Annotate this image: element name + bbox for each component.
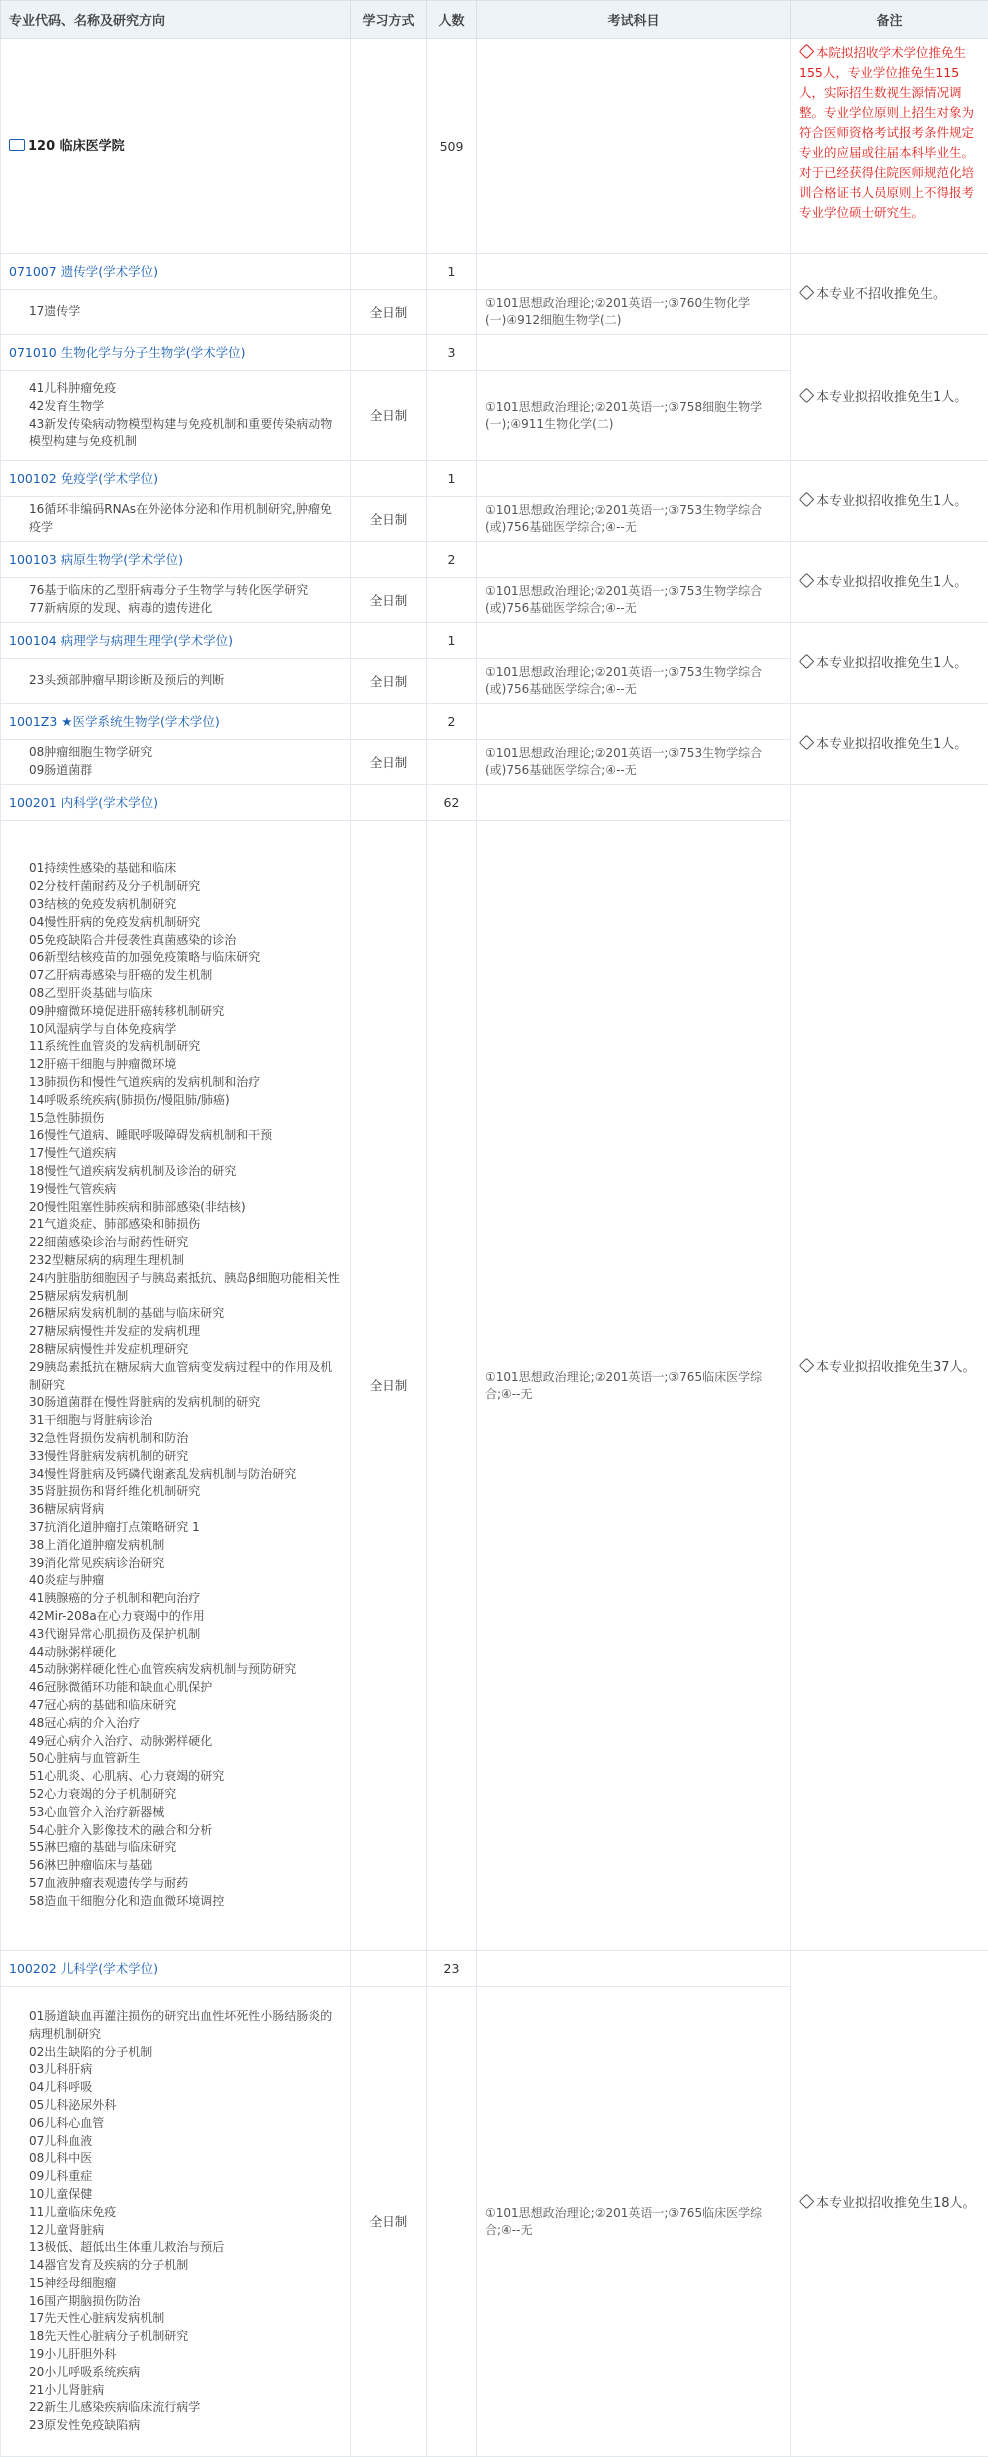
direction-item: 50心脏病与血管新生	[29, 1750, 342, 1768]
direction-item: 08乙型肝炎基础与临床	[29, 985, 342, 1003]
direction-item: 20慢性阻塞性肺疾病和肺部感染(非结核)	[29, 1199, 342, 1217]
research-directions	[1, 497, 351, 542]
direction-item: 18先天性心脏病分子机制研究	[29, 2328, 342, 2346]
exam-subjects: ①101思想政治理论;②201英语一;③753生物学综合(或)756基础医学综合;④--无	[477, 497, 791, 542]
direction-item: 41胰腺癌的分子机制和靶向治疗	[29, 1590, 342, 1608]
tag-icon	[799, 44, 815, 60]
major-count: 3	[427, 335, 477, 371]
tag-icon	[799, 284, 815, 300]
direction-item: 22新生儿感染疾病临床流行病学	[29, 2399, 342, 2417]
research-directions	[1, 659, 351, 704]
study-mode: 全日制	[351, 578, 427, 623]
direction-item: 09肿瘤微环境促进肝癌转移机制研究	[29, 1003, 342, 1021]
direction-item: 58造血干细胞分化和造血微环境调控	[29, 1893, 342, 1911]
direction-item: 49冠心病介入治疗、动脉粥样硬化	[29, 1733, 342, 1751]
research-directions	[1, 740, 351, 785]
direction-item: 07儿科血液	[29, 2133, 342, 2151]
direction-item: 09儿科重症	[29, 2168, 342, 2186]
direction-item: 21小儿肾脏病	[29, 2382, 342, 2400]
tag-icon	[799, 653, 815, 669]
tag-icon	[799, 572, 815, 588]
major-title-row	[1, 1951, 988, 1987]
direction-item: 36糖尿病肾病	[29, 1501, 342, 1519]
major-link[interactable]: 1001Z3 ★医学系统生物学(学术学位)	[9, 714, 220, 729]
folder-icon	[9, 139, 25, 151]
direction-item: 27糖尿病慢性并发症的发病机理	[29, 1323, 342, 1341]
major-title-row	[1, 335, 988, 371]
direction-item: 48冠心病的介入治疗	[29, 1715, 342, 1733]
header-major: 专业代码、名称及研究方向	[1, 1, 351, 39]
tag-icon	[799, 2194, 815, 2210]
direction-item: 19慢性气管疾病	[29, 1181, 342, 1199]
major-count: 23	[427, 1951, 477, 1987]
college-cell[interactable]	[1, 39, 351, 254]
direction-item: 24内脏脂肪细胞因子与胰岛素抵抗、胰岛β细胞功能相关性	[29, 1270, 342, 1288]
direction-item: 33慢性肾脏病发病机制的研究	[29, 1448, 342, 1466]
direction-item: 30肠道菌群在慢性肾脏病的发病机制的研究	[29, 1394, 342, 1412]
study-mode: 全日制	[351, 371, 427, 461]
direction-item: 19小儿肝胆外科	[29, 2346, 342, 2364]
major-title-cell[interactable]	[1, 785, 351, 821]
direction-item: 05儿科泌尿外科	[29, 2097, 342, 2115]
direction-item: 34慢性肾脏病及钙磷代谢紊乱发病机制与防治研究	[29, 1466, 342, 1484]
exam-subjects: ①101思想政治理论;②201英语一;③753生物学综合(或)756基础医学综合;④--无	[477, 740, 791, 785]
study-mode: 全日制	[351, 821, 427, 1951]
direction-item: 13极低、超低出生体重儿救治与预后	[29, 2239, 342, 2257]
direction-item: 38上消化道肿瘤发病机制	[29, 1537, 342, 1555]
exam-subjects: ①101思想政治理论;②201英语一;③758细胞生物学(一);④911生物化学(二)	[477, 371, 791, 461]
college-count: 509	[427, 39, 477, 254]
direction-item: 03结核的免疫发病机制研究	[29, 896, 342, 914]
direction-item: 15急性肺损伤	[29, 1110, 342, 1128]
direction-item: 42Mir-208a在心力衰竭中的作用	[29, 1608, 342, 1626]
major-title-row	[1, 785, 988, 821]
direction-item: 29胰岛素抵抗在糖尿病大血管病变发病过程中的作用及机制研究	[29, 1359, 342, 1395]
direction-item: 07乙肝病毒感染与肝癌的发生机制	[29, 967, 342, 985]
direction-item: 14器官发育及疾病的分子机制	[29, 2257, 342, 2275]
direction-item: 06新型结核疫苗的加强免疫策略与临床研究	[29, 949, 342, 967]
direction-item: 17慢性气道疾病	[29, 1145, 342, 1163]
direction-item: 23头颈部肿瘤早期诊断及预后的判断	[29, 672, 342, 690]
direction-item: 04儿科呼吸	[29, 2079, 342, 2097]
direction-item: 42发育生物学	[29, 398, 342, 416]
header-note: 备注	[791, 1, 988, 39]
direction-item: 43新发传染病动物模型构建与免疫机制和重要传染病动物模型构建与免疫机制	[29, 416, 342, 452]
exam-subjects: ①101思想政治理论;②201英语一;③760生物化学(一)④912细胞生物学(二)	[477, 290, 791, 335]
direction-item: 37抗消化道肿瘤打点策略研究 1	[29, 1519, 342, 1537]
direction-item: 40炎症与肿瘤	[29, 1572, 342, 1590]
major-link[interactable]: 071007 遗传学(学术学位)	[9, 264, 158, 279]
study-mode: 全日制	[351, 740, 427, 785]
study-mode: 全日制	[351, 1987, 427, 2457]
direction-item: 25糖尿病发病机制	[29, 1288, 342, 1306]
direction-item: 23原发性免疫缺陷病	[29, 2417, 342, 2435]
research-directions	[1, 1987, 351, 2457]
direction-item: 76基于临床的乙型肝病毒分子生物学与转化医学研究	[29, 582, 342, 600]
major-title-cell[interactable]	[1, 704, 351, 740]
major-note-text: 本专业拟招收推免生37人。	[816, 1360, 976, 1375]
tag-icon	[799, 734, 815, 750]
major-note	[791, 542, 988, 623]
direction-item: 232型糖尿病的病理生理机制	[29, 1252, 342, 1270]
major-note	[791, 335, 988, 461]
header-exam: 考试科目	[477, 1, 791, 39]
major-count: 1	[427, 461, 477, 497]
major-count: 62	[427, 785, 477, 821]
exam-subjects: ①101思想政治理论;②201英语一;③753生物学综合(或)756基础医学综合;④--无	[477, 659, 791, 704]
major-title-cell[interactable]	[1, 335, 351, 371]
direction-item: 16慢性气道病、睡眠呼吸障碍发病机制和干预	[29, 1127, 342, 1145]
direction-item: 45动脉粥样硬化性心血管疾病发病机制与预防研究	[29, 1661, 342, 1679]
major-count: 2	[427, 704, 477, 740]
major-note	[791, 254, 988, 335]
study-mode: 全日制	[351, 497, 427, 542]
direction-item: 20小儿呼吸系统疾病	[29, 2364, 342, 2382]
major-link[interactable]: 100103 病原生物学(学术学位)	[9, 552, 183, 567]
header-mode: 学习方式	[351, 1, 427, 39]
direction-item: 01肠道缺血再灌注损伤的研究出血性坏死性小肠结肠炎的病理机制研究	[29, 2008, 342, 2044]
exam-subjects: ①101思想政治理论;②201英语一;③753生物学综合(或)756基础医学综合;④--无	[477, 578, 791, 623]
direction-item: 01持续性感染的基础和临床	[29, 860, 342, 878]
major-title-row	[1, 542, 988, 578]
major-title-row	[1, 254, 988, 290]
major-title-cell[interactable]	[1, 623, 351, 659]
direction-item: 57血液肿瘤表观遗传学与耐药	[29, 1875, 342, 1893]
major-note-text: 本专业拟招收推免生1人。	[816, 656, 967, 671]
research-directions	[1, 578, 351, 623]
major-note-text: 本专业拟招收推免生1人。	[816, 575, 967, 590]
direction-item: 11系统性血管炎的发病机制研究	[29, 1038, 342, 1056]
direction-item: 08儿科中医	[29, 2150, 342, 2168]
direction-item: 16循环非编码RNAs在外泌体分泌和作用机制研究,肿瘤免疫学	[29, 501, 342, 537]
direction-item: 10风湿病学与自体免疫病学	[29, 1021, 342, 1039]
direction-item: 09肠道菌群	[29, 762, 342, 780]
exam-subjects: ①101思想政治理论;②201英语一;③765临床医学综合;④--无	[477, 1987, 791, 2457]
research-directions	[1, 821, 351, 1951]
major-link[interactable]: 100201 内科学(学术学位)	[9, 795, 158, 810]
major-count: 1	[427, 254, 477, 290]
major-title-cell[interactable]	[1, 254, 351, 290]
direction-item: 32急性肾损伤发病机制和防治	[29, 1430, 342, 1448]
direction-item: 12肝癌干细胞与肿瘤微环境	[29, 1056, 342, 1074]
header-row	[1, 1, 988, 39]
major-note	[791, 704, 988, 785]
direction-item: 41儿科肿瘤免疫	[29, 380, 342, 398]
tag-icon	[799, 491, 815, 507]
direction-item: 17遗传学	[29, 303, 342, 321]
major-title-row	[1, 461, 988, 497]
major-note	[791, 1951, 988, 2457]
direction-item: 03儿科肝病	[29, 2061, 342, 2079]
direction-item: 04慢性肝病的免疫发病机制研究	[29, 914, 342, 932]
direction-item: 18慢性气道疾病发病机制及诊治的研究	[29, 1163, 342, 1181]
exam-subjects: ①101思想政治理论;②201英语一;③765临床医学综合;④--无	[477, 821, 791, 1951]
major-title-cell[interactable]	[1, 461, 351, 497]
direction-item: 54心脏介入影像技术的融合和分析	[29, 1822, 342, 1840]
direction-item: 35肾脏损伤和肾纤维化机制研究	[29, 1483, 342, 1501]
direction-item: 52心力衰竭的分子机制研究	[29, 1786, 342, 1804]
direction-item: 26糖尿病发病机制的基础与临床研究	[29, 1305, 342, 1323]
tag-icon	[799, 1358, 815, 1374]
direction-item: 47冠心病的基础和临床研究	[29, 1697, 342, 1715]
study-mode: 全日制	[351, 659, 427, 704]
college-row	[1, 39, 988, 254]
direction-item: 77新病原的发现、病毒的遗传进化	[29, 600, 342, 618]
direction-item: 53心血管介入治疗新器械	[29, 1804, 342, 1822]
major-title-row	[1, 704, 988, 740]
major-note	[791, 461, 988, 542]
direction-item: 15神经母细胞瘤	[29, 2275, 342, 2293]
major-note-text: 本专业拟招收推免生1人。	[816, 494, 967, 509]
major-note-text: 本专业不招收推免生。	[816, 287, 946, 302]
major-count: 1	[427, 623, 477, 659]
direction-item: 10儿童保健	[29, 2186, 342, 2204]
direction-item: 31干细胞与肾脏病诊治	[29, 1412, 342, 1430]
direction-item: 08肿瘤细胞生物学研究	[29, 744, 342, 762]
direction-item: 21气道炎症、肺部感染和肺损伤	[29, 1216, 342, 1234]
direction-item: 22细菌感染诊治与耐药性研究	[29, 1234, 342, 1252]
major-link[interactable]: 100202 儿科学(学术学位)	[9, 1961, 158, 1976]
direction-item: 51心肌炎、心肌病、心力衰竭的研究	[29, 1768, 342, 1786]
major-link[interactable]: 071010 生物化学与分子生物学(学术学位)	[9, 345, 245, 360]
research-directions	[1, 290, 351, 335]
research-directions	[1, 371, 351, 461]
major-note-text: 本专业拟招收推免生1人。	[816, 737, 967, 752]
major-link[interactable]: 100104 病理学与病理生理学(学术学位)	[9, 633, 233, 648]
college-name: 120 临床医学院	[28, 139, 125, 154]
direction-item: 02分枝杆菌耐药及分子机制研究	[29, 878, 342, 896]
direction-item: 44动脉粥样硬化	[29, 1644, 342, 1662]
major-link[interactable]: 100102 免疫学(学术学位)	[9, 471, 158, 486]
direction-item: 02出生缺陷的分子机制	[29, 2044, 342, 2062]
direction-item: 12儿童肾脏病	[29, 2222, 342, 2240]
major-count: 2	[427, 542, 477, 578]
direction-item: 13肺损伤和慢性气道疾病的发病机制和治疗	[29, 1074, 342, 1092]
direction-item: 43代谢异常心肌损伤及保护机制	[29, 1626, 342, 1644]
direction-item: 11儿童临床免疫	[29, 2204, 342, 2222]
major-note	[791, 623, 988, 704]
major-title-cell[interactable]	[1, 542, 351, 578]
major-note-text: 本专业拟招收推免生18人。	[816, 2196, 976, 2211]
major-note	[791, 785, 988, 1951]
study-mode: 全日制	[351, 290, 427, 335]
major-title-cell[interactable]	[1, 1951, 351, 1987]
direction-item: 14呼吸系统疾病(肺损伤/慢阻肺/肺癌)	[29, 1092, 342, 1110]
direction-item: 46冠脉微循环功能和缺血心肌保护	[29, 1679, 342, 1697]
direction-item: 55淋巴瘤的基础与临床研究	[29, 1839, 342, 1857]
direction-item: 39消化常见疾病诊治研究	[29, 1555, 342, 1573]
college-note: 本院拟招收学术学位推免生155人，专业学位推免生115人，实际招生数视生源情况调整。专业学位原则上招生对象为符合医师资格考试报考条件规定专业的应届或往届本科毕业生。对于已经获得住院医师规范化培训合格证书人员原则上不得报考专业学位硕士研究生。	[791, 39, 988, 254]
major-title-row	[1, 623, 988, 659]
direction-item: 56淋巴肿瘤临床与基础	[29, 1857, 342, 1875]
direction-item: 17先天性心脏病发病机制	[29, 2310, 342, 2328]
tag-icon	[799, 388, 815, 404]
direction-item: 28糖尿病慢性并发症机理研究	[29, 1341, 342, 1359]
header-count: 人数	[427, 1, 477, 39]
direction-item: 06儿科心血管	[29, 2115, 342, 2133]
direction-item: 05免疫缺陷合并侵袭性真菌感染的诊治	[29, 932, 342, 950]
direction-item: 16围产期脑损伤防治	[29, 2293, 342, 2311]
major-note-text: 本专业拟招收推免生1人。	[816, 390, 967, 405]
